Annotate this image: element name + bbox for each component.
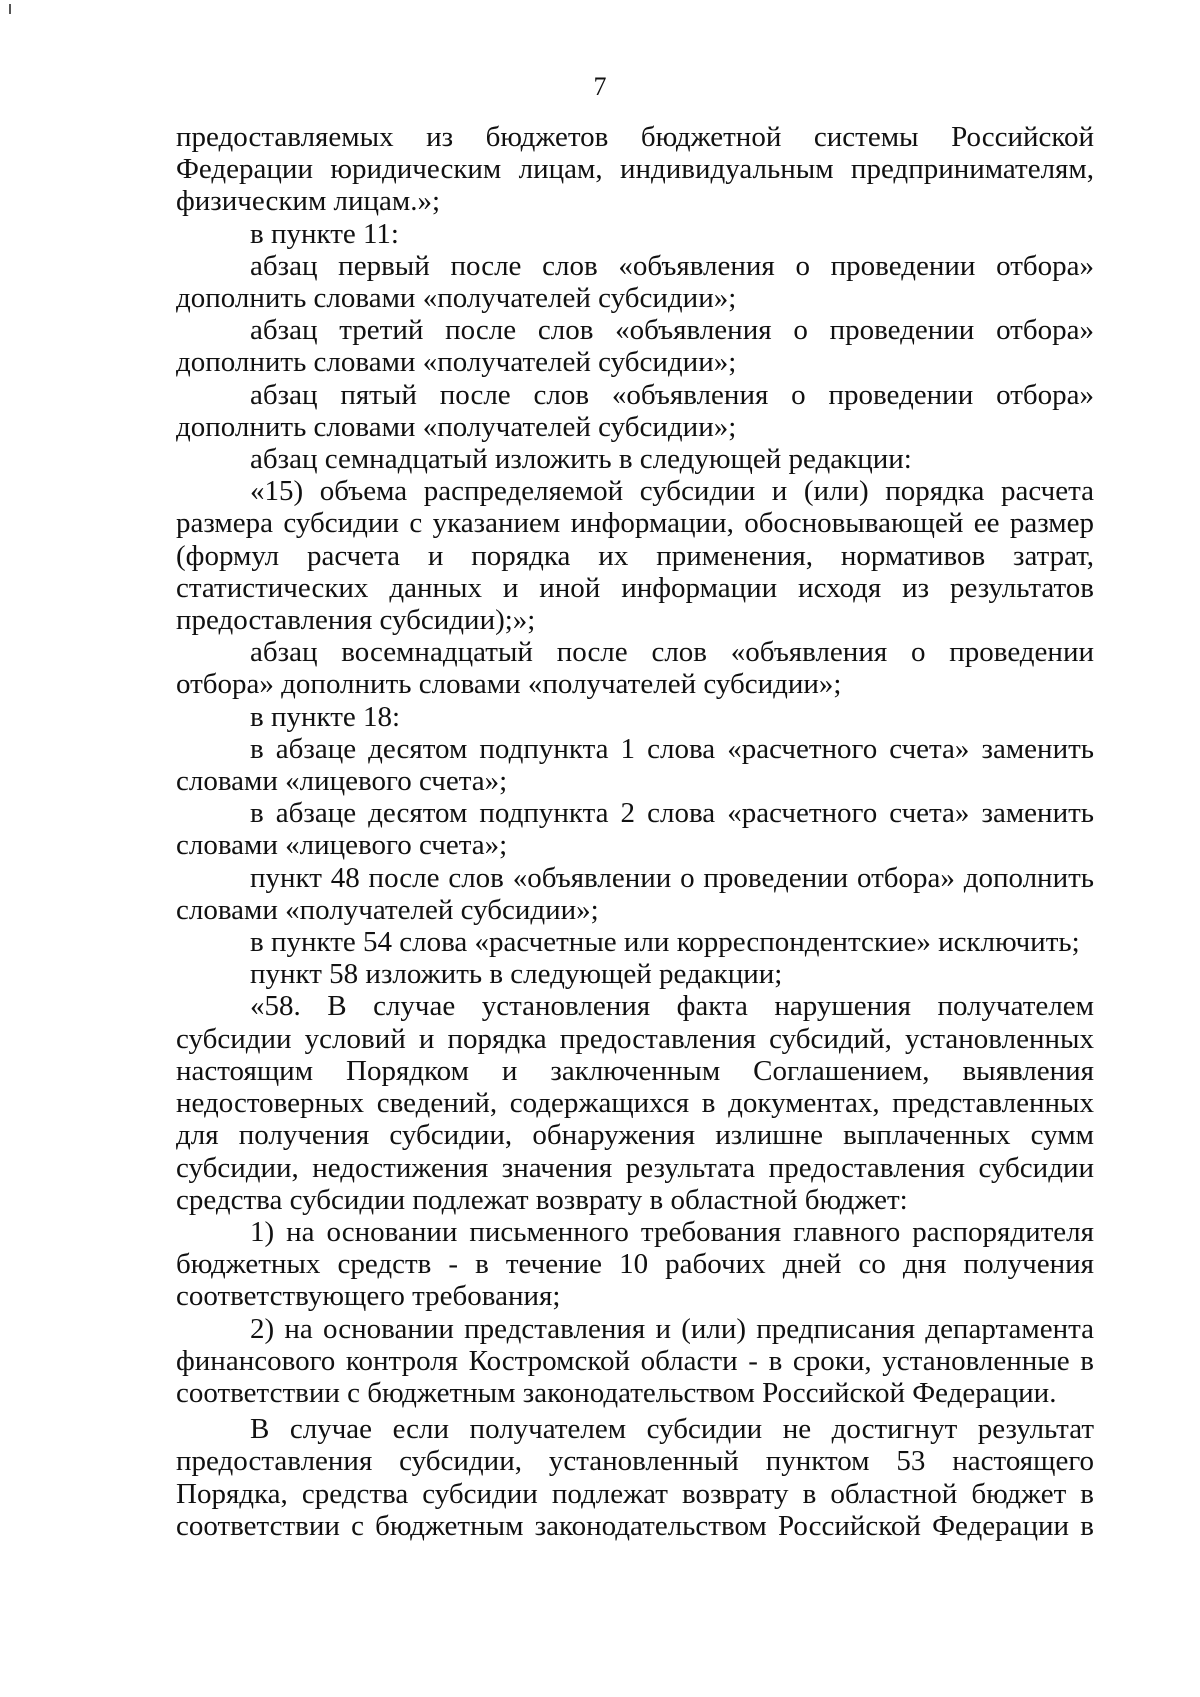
scan-artifact-mark xyxy=(9,4,11,14)
paragraph-abzac-fifth: абзац пятый после слов «объявления о проведении отбора» дополнить словами «получателей субсидии»; xyxy=(176,378,1094,443)
paragraph-abzac-third: абзац третий после слов «объявления о проведении отбора» дополнить словами «получателей субсидии»; xyxy=(176,314,1094,379)
paragraph-point-58-text: «58. В случае установления факта нарушения получателем субсидии условий и порядка предоставления субсидий, установленных настоящим Порядком и заключенным Соглашением, выявления недостоверных сведений, содержащихся в документах, представленных для получения субсидии, обнаружения излишне выплаченных сумм субсидии, недостижения значения результата предоставления субсидии средства субсидии подлежат возврату в областной бюджет: xyxy=(176,990,1094,1216)
paragraph-point-48: пункт 48 после слов «объявлении о проведении отбора» дополнить словами «получателей субсидии»; xyxy=(176,861,1094,926)
page-number: 7 xyxy=(593,72,607,101)
paragraph-result-not-achieved: В случае если получателем субсидии не достигнут результат предоставления субсидии, установленный пунктом 53 настоящего Порядка, средства субсидии подлежат возврату в областной бюджет в соответствии с бюджетным законодательством Российской Федерации в xyxy=(176,1413,1094,1542)
paragraph-subpoint-2: в абзаце десятом подпункта 2 слова «расчетного счета» заменить словами «лицевого счета»; xyxy=(176,797,1094,862)
paragraph-point-58-intro: пункт 58 изложить в следующей редакции; xyxy=(250,958,783,991)
paragraph-abzac-eighteenth: абзац восемнадцатый после слов «объявления о проведении отбора» дополнить словами «получателей субсидии»; xyxy=(176,636,1094,701)
paragraph-continued-list-end: предоставляемых из бюджетов бюджетной системы Российской Федерации юридическим лицам, индивидуальным предпринимателям, физическим лицам.»; xyxy=(176,121,1094,218)
paragraph-point-18: в пункте 18: xyxy=(250,700,401,733)
document-body xyxy=(176,121,1094,1542)
paragraph-point-54: в пункте 54 слова «расчетные или корреспондентские» исключить; xyxy=(250,926,1080,959)
paragraph-abzac-first: абзац первый после слов «объявления о проведении отбора» дополнить словами «получателей субсидии»; xyxy=(176,249,1094,315)
paragraph-return-item-1: 1) на основании письменного требования главного распорядителя бюджетных средств - в течение 10 рабочих дней со дня получения соответствующего требования; xyxy=(176,1215,1094,1313)
paragraph-subpoint-1: в абзаце десятом подпункта 1 слова «расчетного счета» заменить словами «лицевого счета»; xyxy=(176,732,1094,798)
paragraph-abzac-seventeenth: абзац семнадцатый изложить в следующей редакции: xyxy=(250,443,912,476)
paragraph-point-11: в пункте 11: xyxy=(250,217,399,250)
paragraph-return-item-2: 2) на основании представления и (или) предписания департамента финансового контроля Костромской области - в сроки, установленные в соответствии с бюджетным законодательством Российской Федерации. xyxy=(176,1312,1094,1409)
paragraph-item-15: «15) объема распределяемой субсидии и (или) порядка расчета размера субсидии с указанием информации, обосновывающей ее размер (формул расчета и порядка их применения, нормативов затрат, статистических данных и иной информации исходя из результатов предоставления субсидии);»; xyxy=(176,475,1094,637)
